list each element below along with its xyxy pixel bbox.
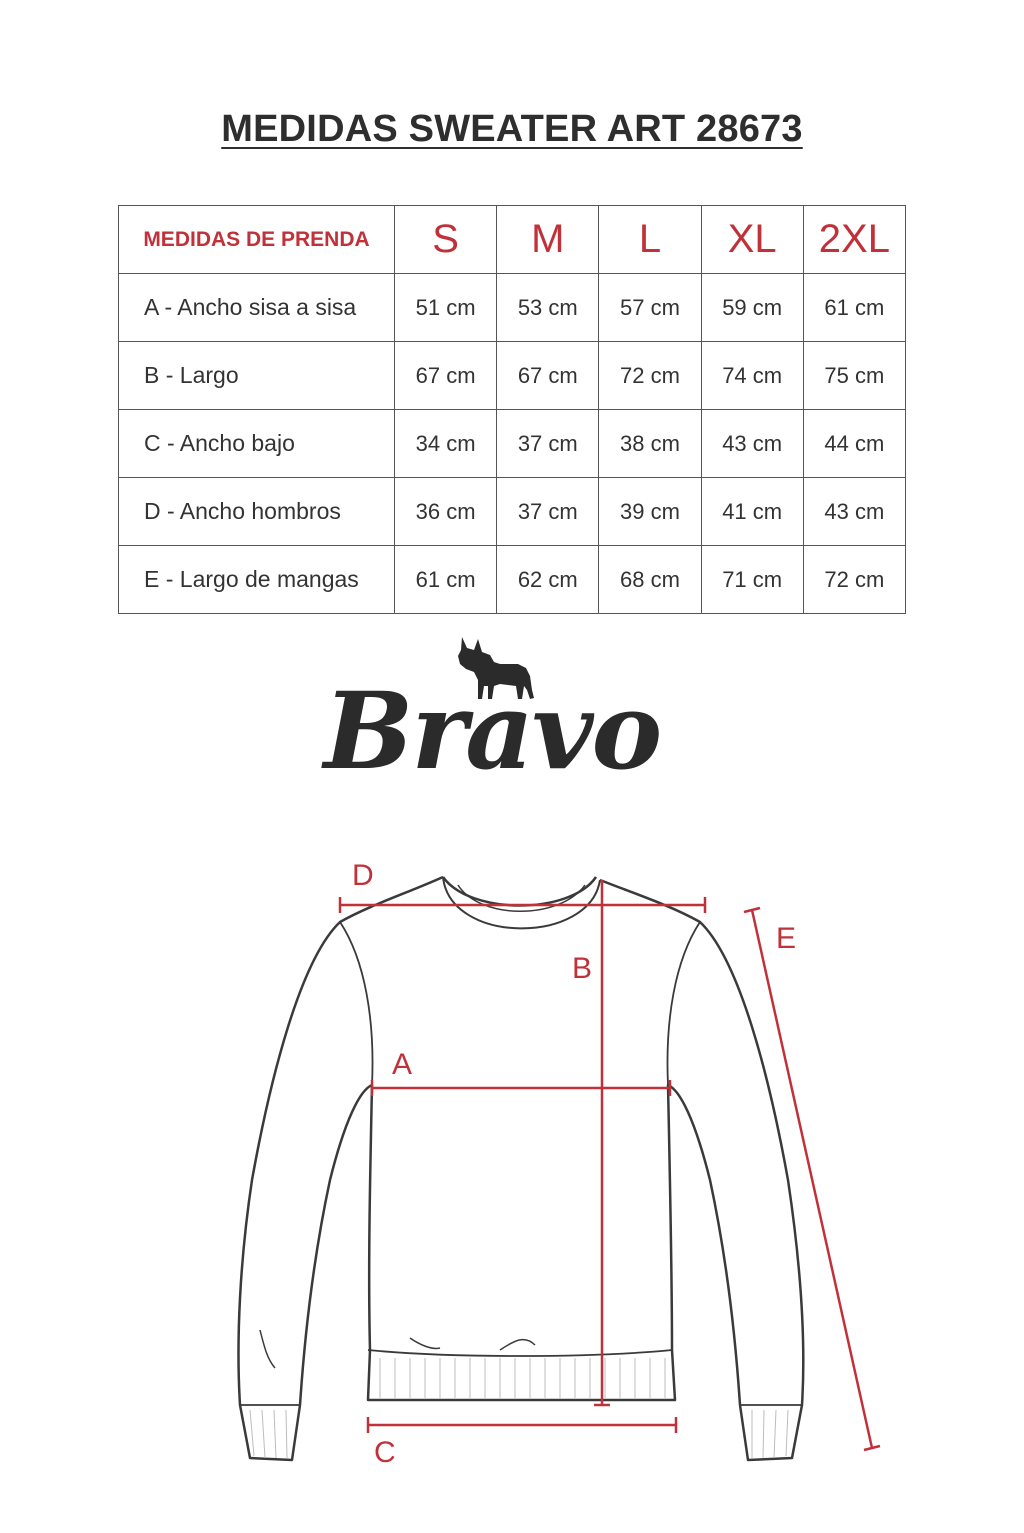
measurement-value: 53 cm	[497, 274, 599, 342]
measurement-value: 62 cm	[497, 546, 599, 614]
size-header: S	[395, 206, 497, 274]
measurement-value: 72 cm	[599, 342, 701, 410]
size-header: M	[497, 206, 599, 274]
measurement-label: D - Ancho hombros	[119, 478, 395, 546]
measurement-value: 61 cm	[803, 274, 905, 342]
ribbing-texture	[250, 1358, 788, 1458]
measurement-label: C - Ancho bajo	[119, 410, 395, 478]
brand-wordmark: Bravo	[323, 668, 661, 793]
measurement-labels	[352, 859, 796, 1469]
label-e: E	[776, 922, 797, 955]
table-header-row	[119, 206, 906, 274]
measurement-label: E - Largo de mangas	[119, 546, 395, 614]
measurement-value: 71 cm	[701, 546, 803, 614]
measurement-value: 44 cm	[803, 410, 905, 478]
size-header: XL	[701, 206, 803, 274]
measurement-value: 68 cm	[599, 546, 701, 614]
measurement-value: 41 cm	[701, 478, 803, 546]
measurement-value: 43 cm	[803, 478, 905, 546]
measurement-value: 37 cm	[497, 478, 599, 546]
measurement-value: 74 cm	[701, 342, 803, 410]
label-b: B	[572, 952, 593, 985]
table-row	[119, 478, 906, 546]
sweater-outline	[239, 877, 804, 1460]
measurement-value: 59 cm	[701, 274, 803, 342]
measurement-value: 34 cm	[395, 410, 497, 478]
measure-line-e	[752, 910, 872, 1448]
measurement-value: 75 cm	[803, 342, 905, 410]
table-row	[119, 342, 906, 410]
size-header: L	[599, 206, 701, 274]
measurement-value: 57 cm	[599, 274, 701, 342]
table-row	[119, 546, 906, 614]
table-row	[119, 274, 906, 342]
label-a: A	[392, 1048, 413, 1081]
header-label: MEDIDAS DE PRENDA	[119, 206, 395, 274]
label-d: D	[352, 859, 374, 892]
size-chart-table	[118, 205, 906, 614]
measurement-value: 67 cm	[395, 342, 497, 410]
measurement-value: 37 cm	[497, 410, 599, 478]
measurement-value: 67 cm	[497, 342, 599, 410]
measurement-value: 38 cm	[599, 410, 701, 478]
measurement-label: B - Largo	[119, 342, 395, 410]
label-c: C	[374, 1436, 396, 1469]
measurement-value: 61 cm	[395, 546, 497, 614]
page-title: MEDIDAS SWEATER ART 28673	[221, 108, 803, 150]
measurement-value: 51 cm	[395, 274, 497, 342]
measurement-value: 36 cm	[395, 478, 497, 546]
sweater-diagram	[0, 840, 1024, 1530]
measurement-label: A - Ancho sisa a sisa	[119, 274, 395, 342]
measurement-value: 39 cm	[599, 478, 701, 546]
measurement-value: 72 cm	[803, 546, 905, 614]
table-row	[119, 410, 906, 478]
size-header: 2XL	[803, 206, 905, 274]
measurement-lines	[340, 880, 880, 1450]
measurement-value: 43 cm	[701, 410, 803, 478]
